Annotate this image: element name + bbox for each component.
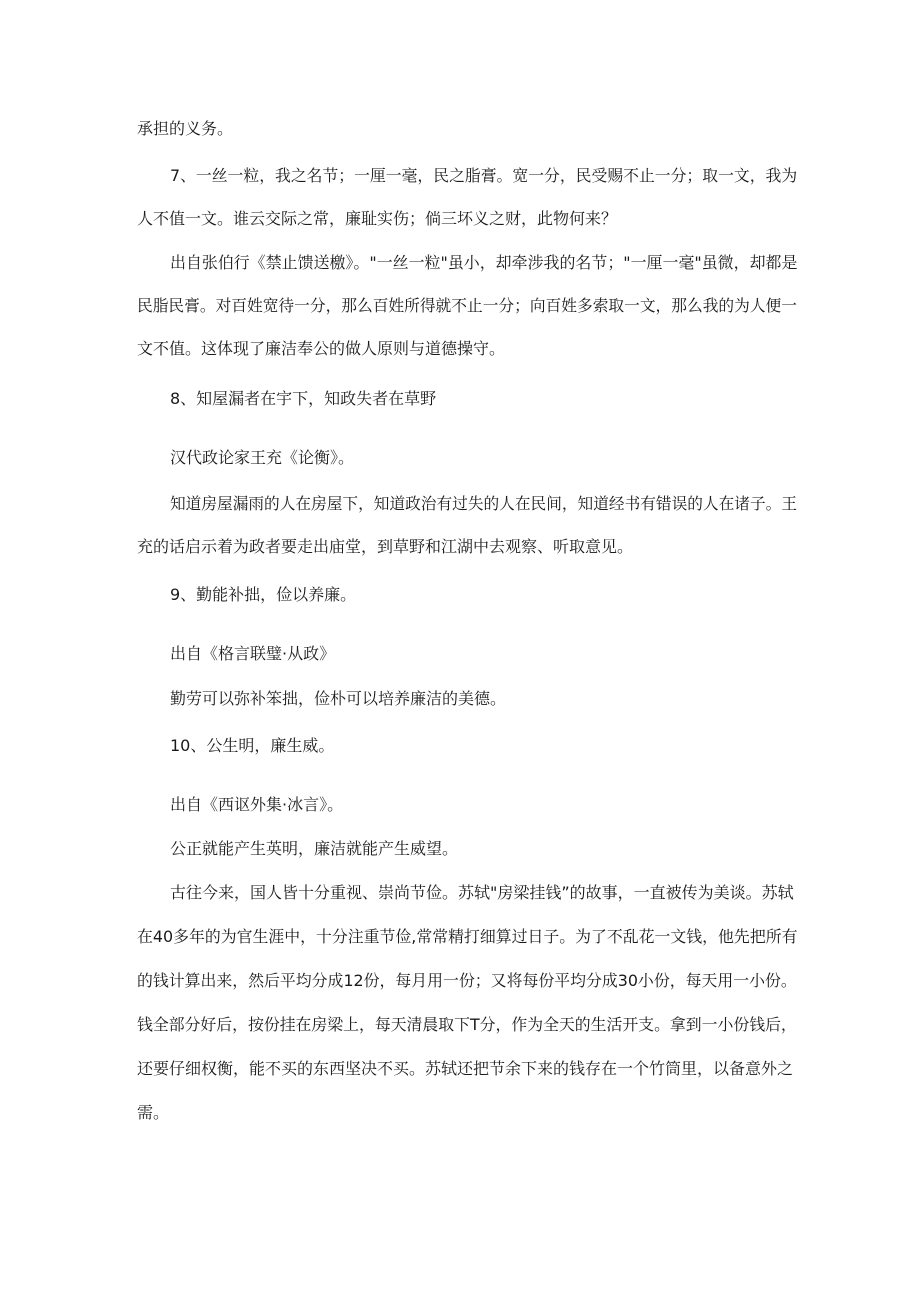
quote-9-source: 出自《格言联璧·从政》 [170, 644, 336, 663]
quote-7-explanation: 出自张伯行《禁止馈送檄》。"一丝一粒"虽小，却牵涉我的名节；"一厘一毫"虽微，却都是 [170, 253, 798, 272]
story-paragraph-line-2: 在40多年的为官生涯中，十分注重节俭,常常精打细算过日子。为了不乱花一文钱，他先把所有 [137, 927, 798, 946]
quote-7-explanation-cont-1: 民脂民膏。对百姓宽待一分，那么百姓所得就不止一分；向百姓多索取一文，那么我的为人便一 [137, 296, 797, 315]
quote-7-heading: 7、一丝一粒，我之名节；一厘一毫，民之脂膏。宽一分，民受赐不止一分；取一文，我为 [170, 166, 798, 185]
quote-10-heading: 10、公生明，廉生威。 [170, 736, 335, 755]
text-line-continuation: 承担的义务。 [137, 119, 234, 138]
quote-8-explanation-cont: 充的话启示着为政者要走出庙堂，到草野和江湖中去观察、听取意见。 [137, 537, 634, 556]
story-paragraph-line-5: 还要仔细权衡，能不买的东西坚决不买。苏轼还把节余下来的钱存在一个竹筒里，以备意外之 [137, 1059, 794, 1078]
quote-10-source: 出自《西讴外集·冰言》。 [170, 795, 344, 814]
story-paragraph-line-6: 需。 [137, 1103, 170, 1122]
quote-9-explanation: 勤劳可以弥补笨拙，俭朴可以培养廉洁的美德。 [170, 689, 507, 708]
quote-8-explanation: 知道房屋漏雨的人在房屋下，知道政治有过失的人在民间，知道经书有错误的人在诸子。王 [170, 494, 798, 513]
quote-8-source: 汉代政论家王充《论衡》。 [170, 448, 355, 467]
quote-7-heading-cont: 人不值一文。谁云交际之常，廉耻实伤；倘三坏义之财，此物何来？ [137, 209, 618, 228]
story-paragraph-line-3: 的钱计算出来，然后平均分成12份，每月用一份；又将每份平均分成30小份，每天用一小份。 [137, 971, 797, 990]
quote-7-explanation-cont-2: 文不值。这体现了廉洁奉公的做人原则与道德操守。 [137, 339, 506, 358]
quote-10-explanation: 公正就能产生英明，廉洁就能产生威望。 [170, 839, 459, 858]
quote-9-heading: 9、勤能补拙，俭以养廉。 [170, 585, 357, 604]
story-paragraph-line-4: 钱全部分好后，按份挂在房梁上，每天清晨取下T分，作为全天的生活开支。拿到一小份钱后， [137, 1015, 797, 1034]
story-paragraph-line-1: 古往今来，国人皆十分重视、崇尚节俭。苏轼"房梁挂钱”的故事，一直被传为美谈。苏轼 [170, 883, 794, 902]
quote-8-heading: 8、知屋漏者在宇下，知政失者在草野 [170, 389, 437, 408]
